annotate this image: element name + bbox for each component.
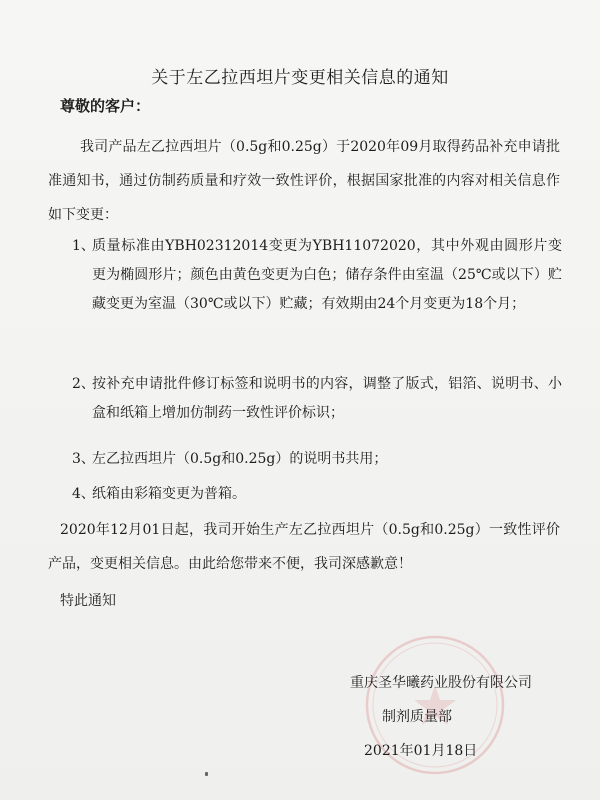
item-number: 2、 <box>72 376 95 392</box>
scan-mark <box>205 772 208 776</box>
document-title: 关于左乙拉西坦片变更相关信息的通知 <box>151 68 449 88</box>
production-notice-paragraph: 2020年12月01日起，我司开始生产左乙拉西坦片（0.5g和0.25g）一致性评价产品，变更相关信息。由此给您带来不便，我司深感歉意！ <box>48 522 560 572</box>
change-item <box>72 232 562 319</box>
change-item <box>72 480 562 509</box>
closing-text: 特此通知 <box>60 593 116 609</box>
company-name: 重庆圣华曦药业股份有限公司 <box>350 675 532 691</box>
item-number: 3、 <box>72 451 95 467</box>
item-text: 质量标准由YBH02312014变更为YBH11072020，其中外观由圆形片变更为椭圆形片；颜色由黄色变更为白色；储存条件由室温（25℃或以下）贮藏变更为室温（30℃或以下）贮藏；有效期由24个月变更为18个月； <box>92 238 562 312</box>
change-item <box>72 370 562 428</box>
item-number: 1、 <box>72 238 95 254</box>
item-number: 4、 <box>72 486 95 502</box>
intro-paragraph: 我司产品左乙拉西坦片（0.5g和0.25g）于2020年09月取得药品补充申请批准通知书，通过仿制药质量和疗效一致性评价，根据国家批准的内容对相关信息作如下变更： <box>48 139 560 223</box>
signature-date: 2021年01月18日 <box>364 743 478 759</box>
item-text: 左乙拉西坦片（0.5g和0.25g）的说明书共用； <box>92 451 388 467</box>
item-text: 纸箱由彩箱变更为普箱。 <box>92 486 246 502</box>
greeting: 尊敬的客户： <box>60 97 151 115</box>
item-text: 按补充申请批件修订标签和说明书的内容，调整了版式，铝箔、说明书、小盒和纸箱上增加仿制药一致性评价标识； <box>92 376 562 421</box>
department-name: 制剂质量部 <box>382 709 452 725</box>
change-item <box>72 445 562 474</box>
